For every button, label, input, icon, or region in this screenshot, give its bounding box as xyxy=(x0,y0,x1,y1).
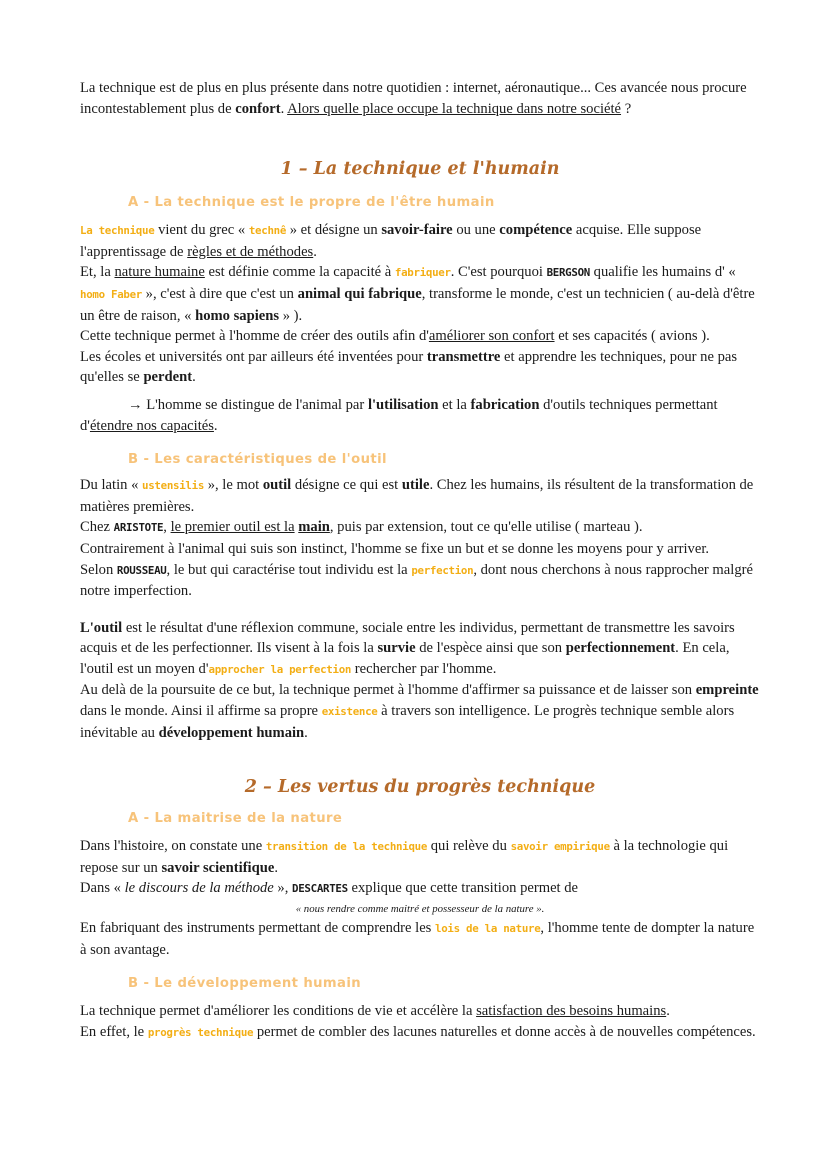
paragraph-1a-2: Et, la nature humaine est définie comme la capacité à fabriquer. C'est pourquoi BERGSON qualifie les humains d' « homo Faber », c'est à dire que c'est un animal qui fabrique, transforme le monde, c'est un technicien ( au-delà d'être un être de raison, « homo sapiens » ). xyxy=(80,264,755,324)
paragraph-1b-5: L'outil est le résultat d'une réflexion commune, sociale entre les individus, permettant de transmettre les savoirs acquis et de les perfectionner. Ils visent à la fois la survie de l'espèce ainsi que son perfectionnement. En cela, l'outil est un moyen d'approcher la perfection rechercher par l'homme. xyxy=(80,619,735,677)
paragraph-2b-1: La technique permet d'améliorer les conditions de vie et accélère la satisfaction des besoins humains. xyxy=(80,1003,670,1020)
paragraph-1a-3: Cette technique permet à l'homme de créer des outils afin d'améliorer son confort et ses capacités ( avions ). xyxy=(80,328,710,345)
paragraph-1b-4: Selon ROUSSEAU, le but qui caractérise tout individu est la perfection, dont nous cherchons à nous rapprocher malgré notre imperfection. xyxy=(80,561,753,600)
part1-title: 1 – La technique et l'humain xyxy=(280,159,560,180)
paragraph-1b-6: Au delà de la poursuite de ce but, la technique permet à l'homme d'affirmer sa puissance et de laisser son empreinte dans le monde. Ainsi il affirme sa propre existence à travers son intelligence. Le progrès technique semble alors inévitable au développement humain. xyxy=(80,682,759,741)
paragraph-2a-2: Dans « le discours de la méthode », DESCARTES explique que cette transition permet de xyxy=(80,880,579,897)
paragraph-2a-1: Dans l'histoire, on constate une transition de la technique qui relève du savoir empirique à la technologie qui repose sur un savoir scientifique. xyxy=(80,838,729,876)
keyword-confort: confort xyxy=(235,100,281,117)
paragraph-1b-1: Du latin « ustensilis », le mot outil désigne ce qui est utile. Chez les humains, ils résultent de la transformation de matières premières. xyxy=(80,477,754,515)
part2-title: 2 – Les vertus du progrès technique xyxy=(244,777,596,798)
section-2b-title: B - Le développement humain xyxy=(128,976,362,992)
paragraph-1a-4: Les écoles et universités ont par ailleurs été inventées pour transmettre et apprendre les techniques, pour ne pas qu'elles se perdent. xyxy=(80,348,738,386)
paragraph-1a-conclusion: → L'homme se distingue de l'animal par l'utilisation et la fabrication d'outils techniques permettant d'étendre nos capacités. xyxy=(80,396,718,434)
paragraph-2a-3: En fabriquant des instruments permettant de comprendre les lois de la nature, l'homme tente de dompter la nature à son avantage. xyxy=(80,920,755,958)
document-page xyxy=(80,78,760,1043)
paragraph-1a-1: La technique vient du grec « technê » et désigne un savoir-faire ou une compétence acquise. Elle suppose l'apprentissage de règles et de méthodes. xyxy=(80,222,702,260)
paragraph-1b-3: Contrairement à l'animal qui suis son instinct, l'homme se fixe un but et se donne les moyens pour y arriver. xyxy=(80,540,710,557)
section-1a-title: A - La technique est le propre de l'être humain xyxy=(128,195,495,211)
paragraph-1b-2: Chez ARISTOTE, le premier outil est la main, puis par extension, tout ce qu'elle utilise ( marteau ). xyxy=(80,519,643,536)
descartes-quote: « nous rendre comme maitré et possesseur de la nature ». xyxy=(295,903,545,916)
section-2a-title: A - La maitrise de la nature xyxy=(128,811,343,827)
paragraph-2b-2: En effet, le progrès technique permet de combler des lacunes naturelles et donne accès à de nouvelles compétences. xyxy=(80,1023,756,1040)
intro-paragraph: La technique est de plus en plus présente dans notre quotidien : internet, aéronautique... Ces avancée nous procure incontestablement plus de confort. Alors quelle place occupe la technique dans notre société ? xyxy=(80,80,747,117)
section-1b-title: B - Les caractéristiques de l'outil xyxy=(128,452,387,468)
intro-question: Alors quelle place occupe la technique dans notre société xyxy=(287,100,622,117)
